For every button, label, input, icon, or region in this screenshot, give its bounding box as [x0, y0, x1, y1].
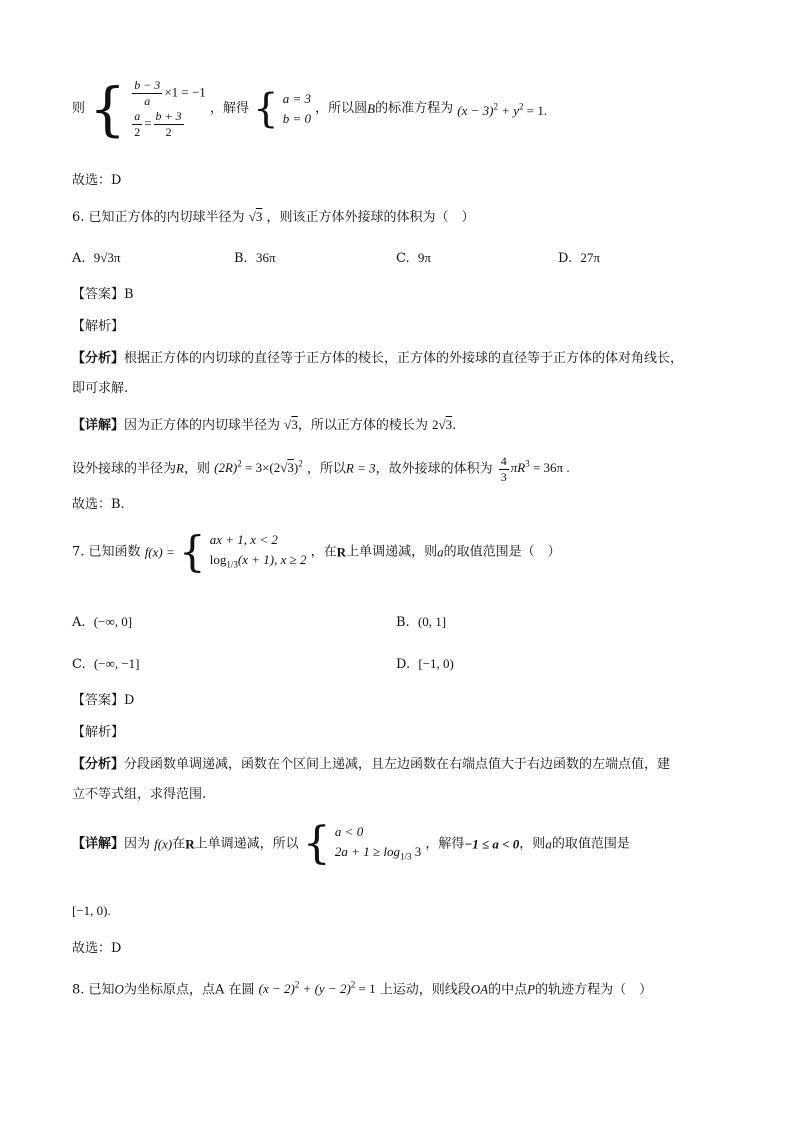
q7-option-b: B. (0, 1] — [396, 614, 447, 630]
piecewise-cases: ax + 1, x < 2 $\log_{1/3}(x + 1)$, x ≥ 2 — [209, 532, 307, 570]
q7-fenxi-cont: 立不等式组，求得范围. — [72, 787, 207, 802]
jiede-text: ，解得 — [209, 101, 249, 116]
piecewise-brace: { — [178, 527, 206, 577]
q6-answer: 【答案】B — [72, 287, 134, 302]
q8-stem: 8. 已知O为坐标原点，点A 在圆 $(x - 2)^2 + (y - 2)^2 = 1$ 上运动，则线段OA的中点P的轨迹方程为（ ） — [72, 980, 653, 998]
q7-option-a: A. (−∞, 0] — [72, 614, 133, 630]
circle-equation: $(x - 2)^2 + (y - 2)^2 = 1$ — [258, 980, 376, 997]
ze-text: 则 — [72, 101, 86, 116]
q7-option-c: C. (−∞, −1] — [72, 656, 140, 672]
solution-brace: { — [253, 86, 279, 132]
q5-solution-line: 则 { $\frac{b - 3}{a}$ ×1 = −1 $\frac{a}{2}$ = $\frac{b + 3}{2}$ ，解得 { a = 3 b = 0 ，所以圆B的标准方程为 $(x - 3)^2 + y^2 = 1$. — [72, 75, 548, 143]
q7-final: 故选：D — [72, 941, 122, 956]
q6-option-d: D. 27π — [558, 250, 600, 266]
q6-stem: 6. 已知正方体的内切球半径为 √3 ，则该正方体外接球的体积为（ ） — [72, 209, 475, 225]
q6-option-b: B. 36π — [234, 250, 276, 266]
q7-stem: 7. 已知函数 f(x) = { ax + 1, x < 2 $\log_{1/3}(x + 1)$, x ≥ 2 ，在R上单调递减，则a的取值范围是（ ） — [72, 527, 561, 577]
q7-analysis-label: 【解析】 — [72, 725, 125, 740]
q7-option-d: D. [−1, 0) — [396, 656, 454, 672]
q6-final: 故选：B. — [72, 497, 125, 512]
q6-fenxi-cont: 即可求解. — [72, 381, 129, 396]
q6-fenxi: 【分析】根据正方体的内切球的直径等于正方体的棱长，正方体的外接球的直径等于正方体的体对角线长， — [72, 351, 684, 366]
solution-system: a = 3 b = 0 — [282, 91, 311, 126]
equation-system: $\frac{b - 3}{a}$ ×1 = −1 $\frac{a}{2}$ = $\frac{b + 3}{2}$ — [134, 78, 206, 139]
q6-option-c: C. 9π — [396, 250, 431, 266]
q7-xiangjie: 【详解】因为 f(x)在R上单调递减，所以 { a < 0 $2a + 1 \ge \log_{1/3} 3$ ，解得−1 ≤ a < 0，则a的取值范围是 — [72, 818, 630, 870]
inequality-system: a < 0 $2a + 1 \ge \log_{1/3} 3$ — [334, 824, 422, 862]
left-brace: { — [89, 75, 127, 143]
q6-xiangjie-1: 【详解】因为正方体的内切球半径为 √3，所以正方体的棱长为 2√3. — [72, 417, 457, 433]
inequality-brace: { — [302, 818, 331, 870]
circle-b-equation: $(x - 3)^2 + y^2 = 1$. — [457, 101, 548, 119]
q6-xiangjie-2: 设外接球的半径为R，则 $(2R)^2 = 3\times(2√3)^2$ ，所以R = 3，故外接球的体积为 $\frac{4}{3}$ $\pi R^3 = 36\pi$ . — [72, 454, 570, 484]
q7-answer: 【答案】D — [72, 693, 135, 708]
q7-range: [−1, 0). — [72, 903, 111, 918]
q6-analysis-label: 【解析】 — [72, 319, 125, 334]
q5-final: 故选：D — [72, 173, 122, 188]
q7-fenxi: 【分析】分段函数单调递减，函数在个区间上递减，且左边函数在右端点值大于右边函数的左端点值，建 — [72, 757, 671, 772]
q6-option-a: A. 9√3π — [72, 250, 121, 266]
